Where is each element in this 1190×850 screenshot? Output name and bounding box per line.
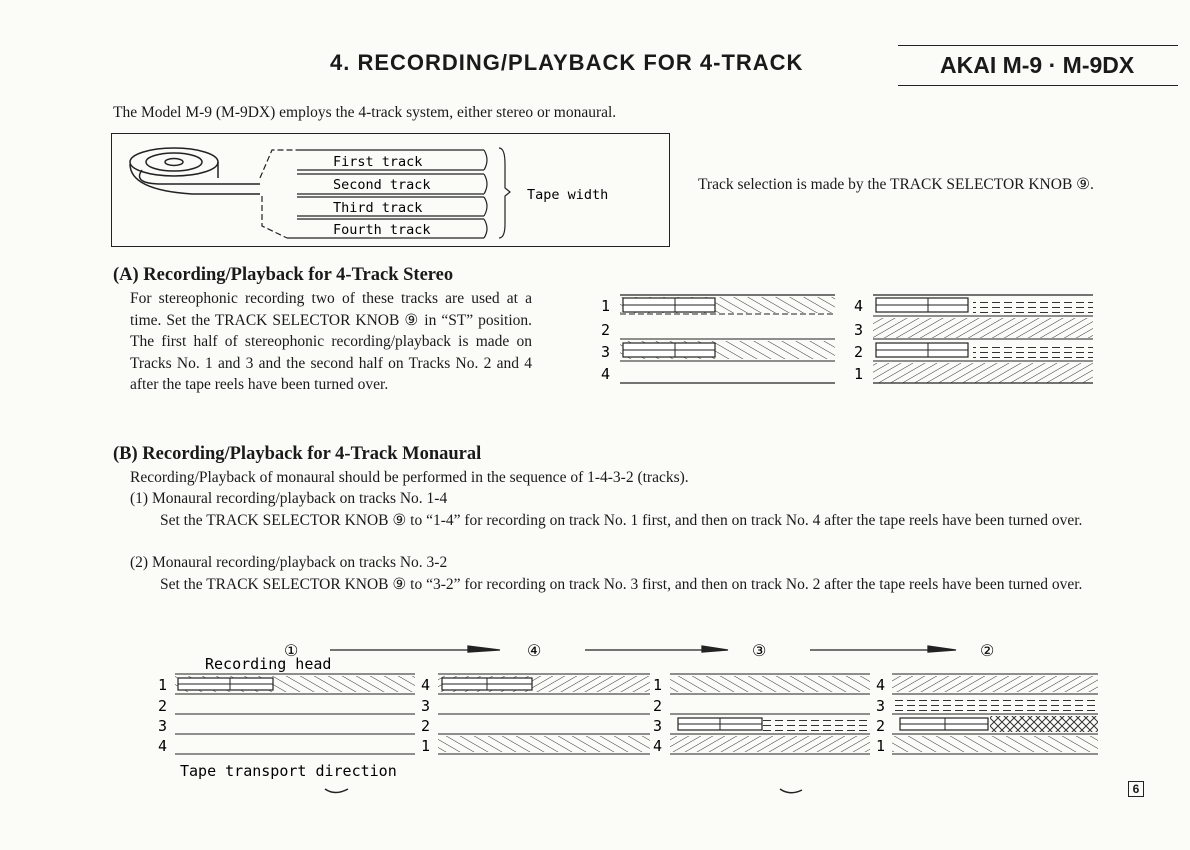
stereo-right-num-3: 3 — [854, 321, 864, 339]
stereo-left-num-4: 4 — [601, 365, 611, 383]
step-2-marker: ② — [980, 641, 995, 660]
stereo-right-num-1: 1 — [854, 365, 864, 383]
track-label-2: Second track — [333, 177, 431, 193]
stereo-left-num-1: 1 — [601, 297, 611, 315]
mono-panel-2 — [438, 674, 650, 754]
mono-panel-1 — [175, 674, 415, 754]
tape-reel-icon — [130, 148, 260, 194]
p2-num-4: 4 — [421, 676, 431, 694]
tape-transport-label: Tape transport direction — [180, 762, 397, 780]
p4-num-2: 2 — [876, 717, 886, 735]
monaural-track-diagram — [150, 638, 1110, 808]
section-a-heading: (A) Recording/Playback for 4-Track Stereo — [113, 265, 454, 285]
recording-head-label: Recording head — [205, 655, 332, 673]
step-4-marker: ④ — [527, 641, 542, 660]
p2-num-2: 2 — [421, 717, 431, 735]
p1-num-4: 4 — [158, 737, 168, 755]
tape-reel-diagram — [112, 134, 669, 246]
p2-num-1: 1 — [421, 737, 431, 755]
step-3-marker: ③ — [752, 641, 767, 660]
mono-panel-4 — [892, 674, 1098, 754]
p3-num-1: 1 — [653, 676, 663, 694]
item-1-label: (1) Monaural recording/playback on tracks No. 1-4 — [130, 490, 448, 507]
sequence-arrows — [330, 646, 956, 652]
mono-panel-3 — [670, 674, 870, 754]
page-number: 6 — [1128, 781, 1144, 797]
brand-label: AKAI M-9 · M-9DX — [940, 52, 1135, 78]
section-b-body: Recording/Playback of monaural should be performed in the sequence of 1-4-3-2 (tracks). — [130, 469, 689, 486]
stereo-right-num-2: 2 — [854, 343, 864, 361]
item-1-text: Set the TRACK SELECTOR KNOB ⑨ to “1-4” for recording on track No. 1 first, and then on track No. 4 after the tape reels have been turned over. — [160, 512, 1083, 529]
intro-text: The Model M-9 (M-9DX) employs the 4-track system, either stereo or monaural. — [113, 104, 617, 121]
section-b-heading: (B) Recording/Playback for 4-Track Monaural — [113, 444, 482, 464]
track-label-4: Fourth track — [333, 222, 431, 238]
p1-num-1: 1 — [158, 676, 168, 694]
p3-num-2: 2 — [653, 697, 663, 715]
p4-num-4: 4 — [876, 676, 886, 694]
tape-width-label: Tape width — [527, 187, 609, 203]
brand-rule-top — [898, 45, 1178, 46]
track-label-3: Third track — [333, 200, 423, 216]
stereo-right-num-4: 4 — [854, 297, 864, 315]
page-title: 4. RECORDING/PLAYBACK FOR 4-TRACK — [330, 50, 804, 75]
section-a-body: For stereophonic recording two of these tracks are used at a time. Set the TRACK SELECTOR KNOB ⑨ in “ST” position. The first half of stereophonic recording/playback is made on Tracks No. 1 and 3 and the second half on Tracks No. 2 and 4 after the tape reels have been turned over. — [130, 290, 532, 393]
track-label-1: First track — [333, 154, 423, 170]
p4-num-1: 1 — [876, 737, 886, 755]
tape-diagram-box — [111, 133, 670, 247]
stereo-track-diagram — [595, 290, 1100, 390]
p3-num-3: 3 — [653, 717, 663, 735]
p2-num-3: 3 — [421, 697, 431, 715]
step-1-marker: ① — [284, 641, 299, 660]
p4-num-3: 3 — [876, 697, 886, 715]
item-2-label: (2) Monaural recording/playback on tracks No. 3-2 — [130, 554, 448, 571]
p1-num-3: 3 — [158, 717, 168, 735]
item-2-text: Set the TRACK SELECTOR KNOB ⑨ to “3-2” for recording on track No. 3 first, and then on track No. 2 after the tape reels have been turned over. — [160, 576, 1083, 593]
brand-rule-bottom — [898, 85, 1178, 86]
stereo-left-num-3: 3 — [601, 343, 611, 361]
p1-num-2: 2 — [158, 697, 168, 715]
track-selection-text: Track selection is made by the TRACK SELECTOR KNOB ⑨. — [698, 176, 1094, 193]
stereo-left-num-2: 2 — [601, 321, 611, 339]
p3-num-4: 4 — [653, 737, 663, 755]
